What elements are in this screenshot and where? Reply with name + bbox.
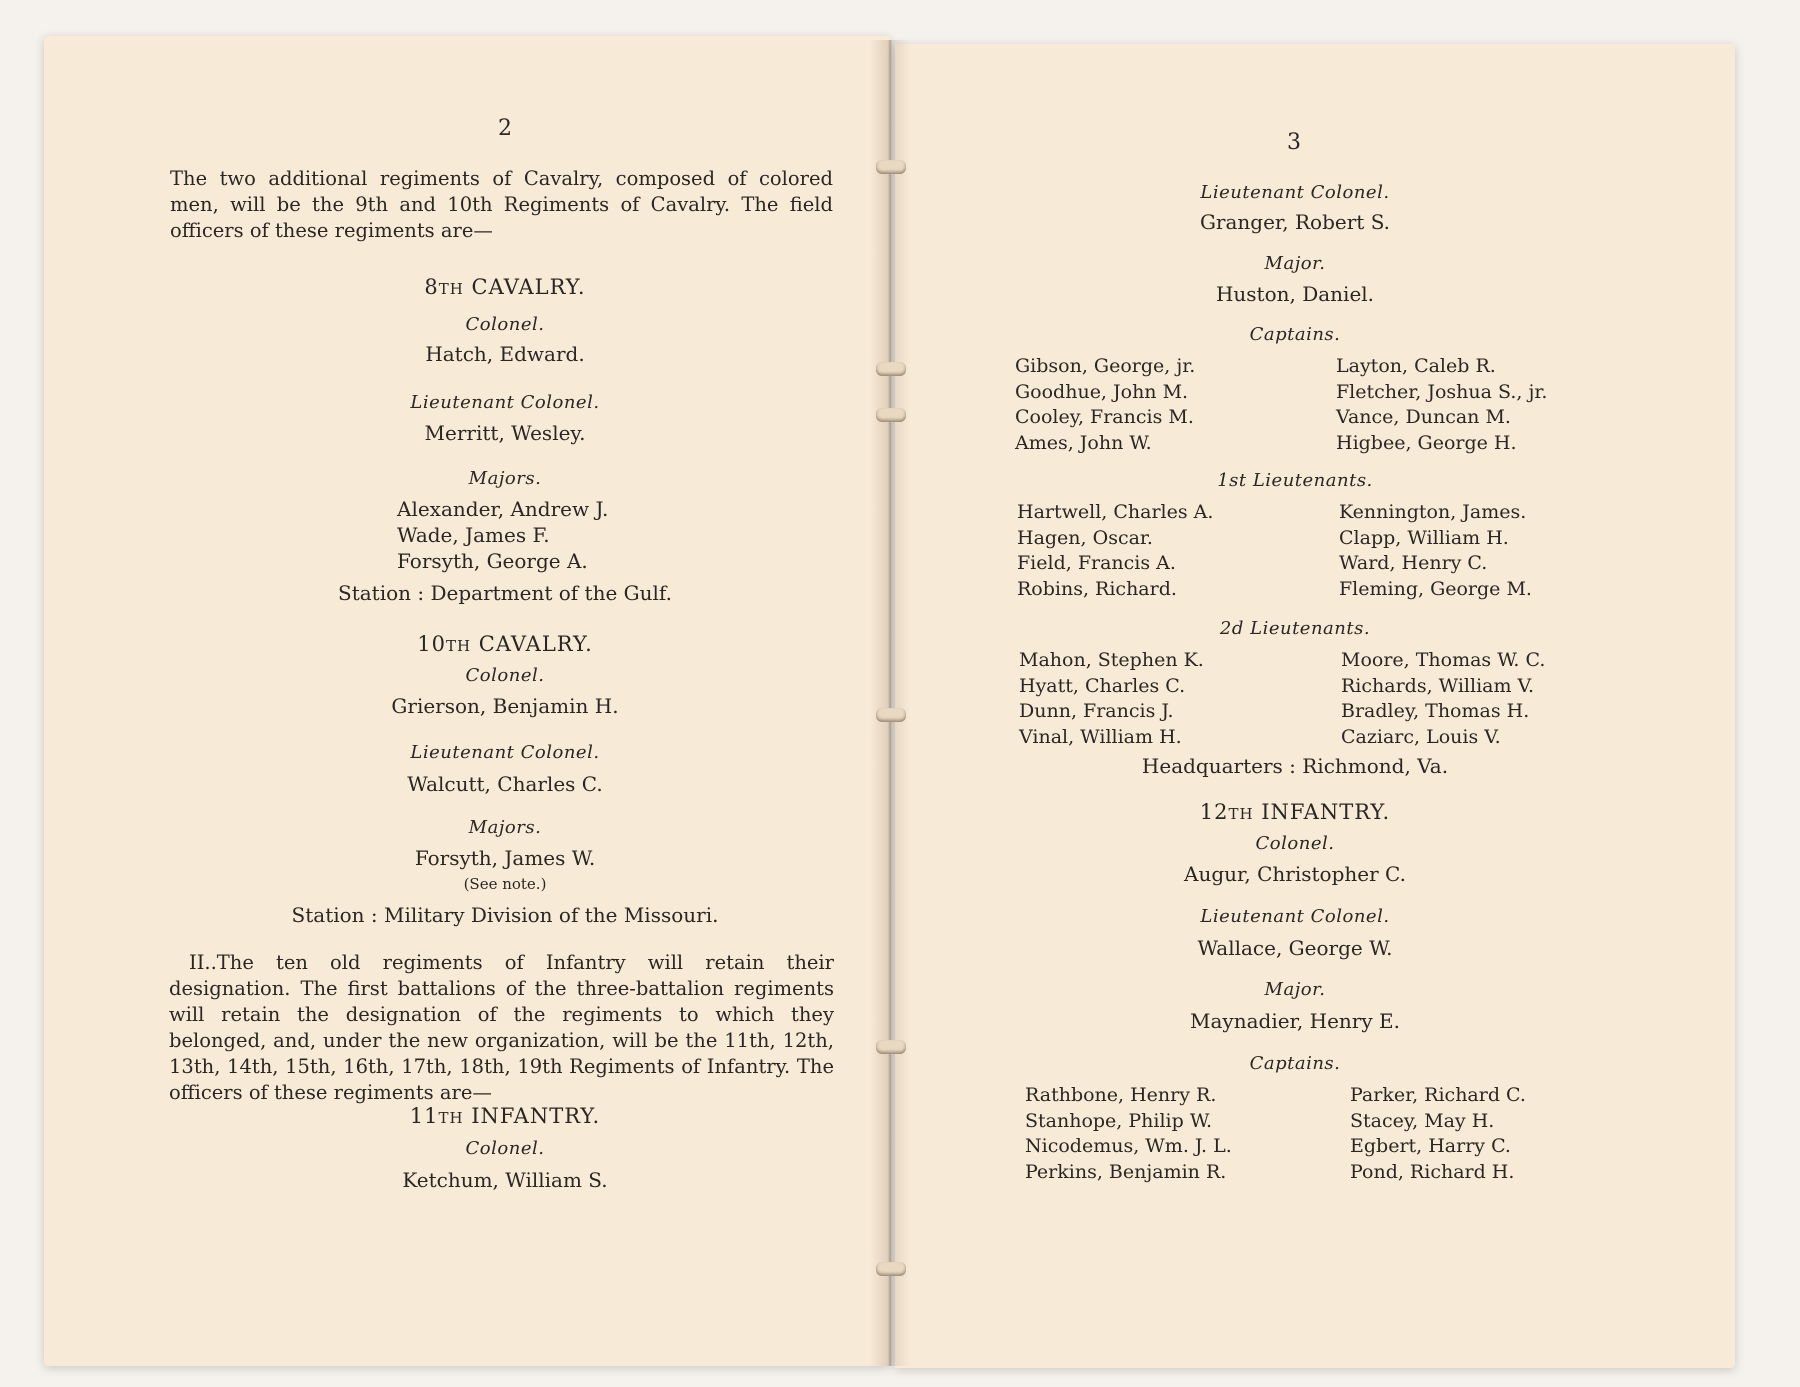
binding-stitch bbox=[876, 1262, 906, 1276]
captain-name: Higbee, George H. bbox=[1336, 431, 1517, 454]
major-name: Wade, James F. bbox=[397, 523, 550, 547]
colonel-name: Hatch, Edward. bbox=[425, 342, 585, 366]
captain-name: Stanhope, Philip W. bbox=[1025, 1109, 1213, 1132]
lieutenant-name: Field, Francis A. bbox=[1017, 552, 1176, 574]
majors-list bbox=[397, 496, 608, 574]
captain-name: Ames, John W. bbox=[1015, 431, 1152, 454]
infantry-12-captains-left-column bbox=[1025, 1083, 1232, 1185]
lieutenant-name: Caziarc, Louis V. bbox=[1341, 725, 1501, 748]
lt-colonel-label: Lieutenant Colonel. bbox=[1200, 182, 1390, 203]
major-name: Forsyth, George A. bbox=[397, 549, 588, 573]
captain-name: Cooley, Francis M. bbox=[1015, 406, 1194, 428]
captain-name: Egbert, Harry C. bbox=[1350, 1135, 1511, 1157]
colonel-name: Ketchum, William S. bbox=[402, 1168, 608, 1192]
majors-label: Majors. bbox=[468, 468, 542, 489]
lieutenant-name: Kennington, James. bbox=[1339, 501, 1527, 523]
captain-name: Fletcher, Joshua S., jr. bbox=[1336, 380, 1548, 403]
first-lieutenants-left-column bbox=[1017, 500, 1213, 602]
captain-name: Nicodemus, Wm. J. L. bbox=[1025, 1135, 1232, 1157]
heading-text: CAVALRY. bbox=[478, 632, 593, 656]
captain-name: Pond, Richard H. bbox=[1350, 1160, 1515, 1183]
section-ii-paragraph: II..The ten old regiments of Infantry will retain their designation. The first battalions of the three-battalion regiments will retain the designation of the regiments to which they belonged, and, under the new organization, will be the 11th, 12th, 13th, 14th, 15th, 16th, 17th, 18th, 19th Regiments of Infantry. The officers of these regiments are— bbox=[169, 951, 834, 1104]
heading-text: INFANTRY. bbox=[1261, 800, 1391, 824]
major-name: Forsyth, James W. bbox=[414, 846, 596, 870]
binding-stitch bbox=[876, 408, 906, 422]
colonel-label: Colonel. bbox=[465, 314, 545, 335]
lieutenant-name: Fleming, George M. bbox=[1339, 577, 1532, 600]
lt-colonel-name: Wallace, George W. bbox=[1197, 936, 1393, 960]
colonel-name: Augur, Christopher C. bbox=[1184, 862, 1406, 886]
book-gutter bbox=[870, 40, 910, 1366]
first-lieutenants-right-column bbox=[1339, 500, 1532, 602]
heading-text: INFANTRY. bbox=[471, 1104, 601, 1128]
note-reference: (See note.) bbox=[463, 875, 547, 893]
lieutenant-name: Hyatt, Charles C. bbox=[1019, 674, 1186, 697]
captain-name: Stacey, May H. bbox=[1350, 1109, 1495, 1132]
headquarters-text: Headquarters : Richmond, Va. bbox=[1141, 754, 1449, 778]
intro-paragraph: The two additional regiments of Cavalry, composed of colored men, will be the 9th and 10th Regiments of Cavalry. The field officers of these regiments are— bbox=[170, 167, 833, 242]
heading-text: CAVALRY. bbox=[471, 275, 586, 299]
colonel-label: Colonel. bbox=[465, 1138, 545, 1159]
lieutenant-name: Dunn, Francis J. bbox=[1019, 700, 1174, 722]
lieutenant-name: Vinal, William H. bbox=[1019, 725, 1182, 748]
binding-stitch bbox=[876, 1040, 906, 1054]
heading-number: 10 bbox=[417, 632, 446, 656]
first-lieutenants-label: 1st Lieutenants. bbox=[1217, 470, 1373, 491]
binding-stitch bbox=[876, 708, 906, 722]
lieutenant-name: Mahon, Stephen K. bbox=[1019, 649, 1204, 671]
infantry-11-heading bbox=[305, 1104, 705, 1128]
captains-right-column bbox=[1336, 354, 1547, 456]
captain-name: Goodhue, John M. bbox=[1015, 380, 1189, 403]
lt-colonel-name: Walcutt, Charles C. bbox=[407, 772, 603, 796]
lieutenant-name: Clapp, William H. bbox=[1339, 526, 1509, 549]
lieutenant-name: Robins, Richard. bbox=[1017, 577, 1177, 600]
station-text: Station : Department of the Gulf. bbox=[338, 581, 672, 605]
major-name: Maynadier, Henry E. bbox=[1190, 1009, 1400, 1033]
infantry-12-captains-right-column bbox=[1350, 1083, 1526, 1185]
page-number-right: 3 bbox=[1287, 130, 1301, 155]
captains-label: Captains. bbox=[1249, 1053, 1341, 1074]
station-text: Station : Military Division of the Missouri. bbox=[291, 903, 719, 927]
binding-stitch bbox=[876, 160, 906, 174]
second-lieutenants-right-column bbox=[1341, 648, 1545, 750]
lieutenant-name: Richards, William V. bbox=[1341, 674, 1534, 697]
lt-colonel-label: Lieutenant Colonel. bbox=[410, 392, 600, 413]
colonel-label: Colonel. bbox=[1255, 833, 1335, 854]
heading-suffix: TH bbox=[445, 637, 472, 655]
colonel-label: Colonel. bbox=[465, 665, 545, 686]
major-name: Alexander, Andrew J. bbox=[397, 497, 609, 521]
heading-number: 11 bbox=[409, 1104, 439, 1128]
captain-name: Perkins, Benjamin R. bbox=[1025, 1160, 1227, 1183]
majors-label: Majors. bbox=[468, 817, 542, 838]
heading-suffix: TH bbox=[438, 1109, 464, 1127]
lieutenant-name: Hagen, Oscar. bbox=[1017, 526, 1153, 549]
lt-colonel-name: Granger, Robert S. bbox=[1199, 210, 1391, 234]
heading-suffix: TH bbox=[1228, 805, 1254, 823]
lt-colonel-name: Merritt, Wesley. bbox=[424, 421, 586, 445]
second-lieutenants-left-column bbox=[1019, 648, 1204, 750]
captains-label: Captains. bbox=[1249, 324, 1341, 345]
major-label: Major. bbox=[1264, 253, 1326, 274]
cavalry-10-heading bbox=[305, 632, 705, 656]
lieutenant-name: Bradley, Thomas H. bbox=[1341, 700, 1530, 722]
captain-name: Vance, Duncan M. bbox=[1336, 406, 1511, 428]
lieutenant-name: Ward, Henry C. bbox=[1339, 552, 1488, 574]
major-label: Major. bbox=[1264, 979, 1326, 1000]
heading-number: 8 bbox=[424, 275, 439, 299]
captain-name: Rathbone, Henry R. bbox=[1025, 1084, 1217, 1106]
captain-name: Parker, Richard C. bbox=[1350, 1084, 1526, 1106]
colonel-name: Grierson, Benjamin H. bbox=[391, 694, 619, 718]
cavalry-8-heading bbox=[305, 275, 705, 299]
major-name: Huston, Daniel. bbox=[1215, 282, 1375, 306]
lt-colonel-label: Lieutenant Colonel. bbox=[1200, 906, 1390, 927]
heading-suffix: TH bbox=[438, 280, 464, 298]
lt-colonel-label: Lieutenant Colonel. bbox=[410, 742, 600, 763]
page-number-left: 2 bbox=[498, 116, 512, 141]
binding-stitch bbox=[876, 362, 906, 376]
lieutenant-name: Hartwell, Charles A. bbox=[1017, 501, 1214, 523]
infantry-12-heading bbox=[1095, 800, 1495, 824]
heading-number: 12 bbox=[1199, 800, 1229, 824]
captains-left-column bbox=[1015, 354, 1195, 456]
captain-name: Gibson, George, jr. bbox=[1015, 355, 1196, 377]
lieutenant-name: Moore, Thomas W. C. bbox=[1341, 649, 1546, 671]
second-lieutenants-label: 2d Lieutenants. bbox=[1219, 618, 1371, 639]
captain-name: Layton, Caleb R. bbox=[1336, 355, 1496, 377]
